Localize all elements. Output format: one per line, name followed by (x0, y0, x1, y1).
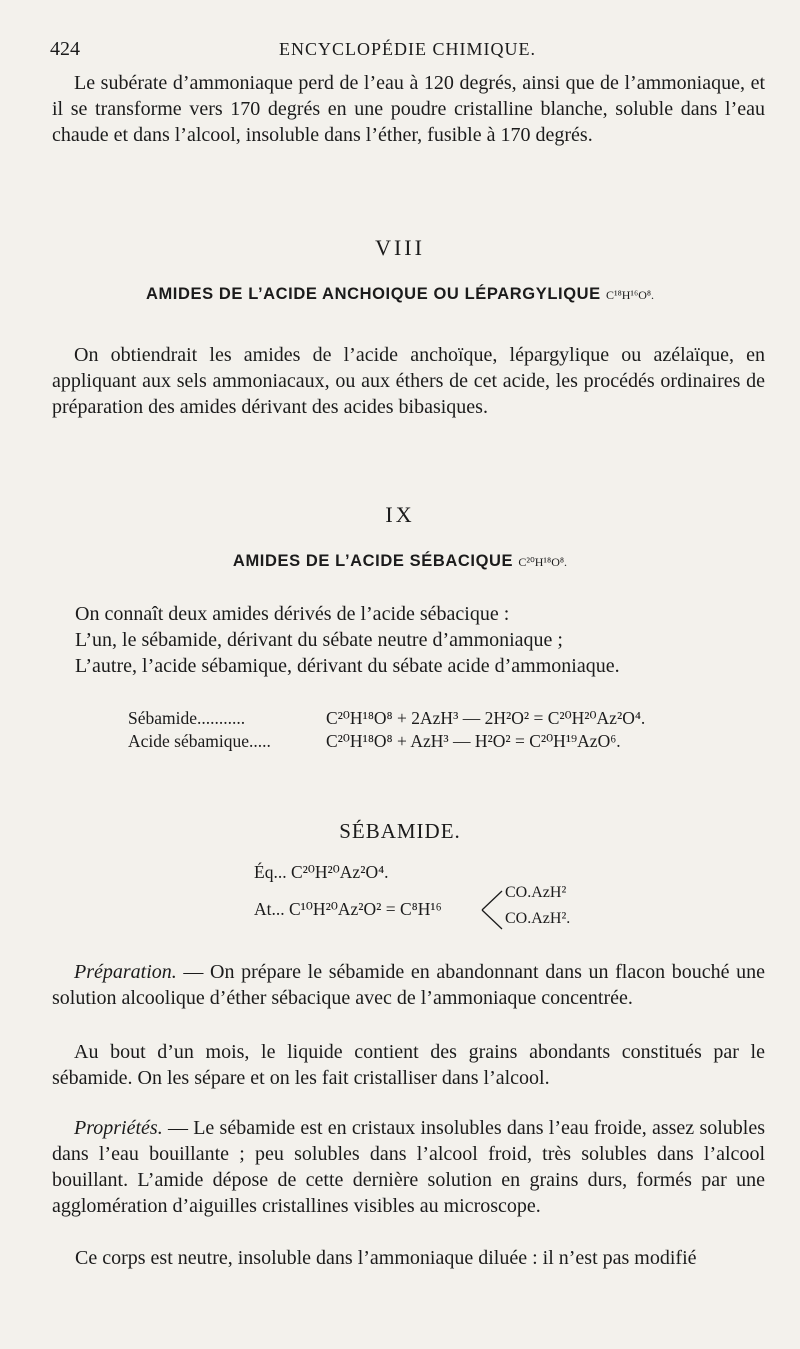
equivalent-formula (254, 862, 389, 883)
eq-label: Éq... (254, 862, 287, 882)
at-label: At... (254, 899, 285, 919)
page-number: 424 (50, 38, 80, 60)
properties-text: — Le sébamide est en cristaux insolubles dans l’eau froide, assez solubles dans l’eau bouillante ; peu solubles dans l’alcool froid, très solubles dans l’alcool bouillant. L’amide dépose de cette dernière solution en grains durs, formés par une agglomération d’aiguilles cristallines visibles au microscope. (52, 1117, 765, 1217)
equation-formula: C²⁰H¹⁸O⁸ + AzH³ — H²O² = C²⁰H¹⁹AzO⁶. (326, 731, 621, 751)
eq-formula: C²⁰H²⁰Az²O⁴. (290, 862, 389, 882)
section-ix-heading (0, 552, 800, 571)
running-title: ENCYCLOPÉDIE CHIMIQUE. (279, 39, 536, 59)
last-line: Ce corps est neutre, insoluble dans l’ammoniaque diluée : il n’est pas modifié (75, 1247, 697, 1269)
section-viii-heading-text: AMIDES DE L’ACIDE ANCHOIQUE OU LÉPARGYLIQUE (145, 285, 601, 303)
intro-paragraph: Le subérate d’ammoniaque perd de l’eau à 120 degrés, ainsi que de l’ammoniaque, et il se transforme vers 170 degrés en une poudre cristalline blanche, soluble dans l’eau chaude et dans l’alcool, insoluble dans l’éther, fusible à 170 degrés. (52, 72, 765, 146)
at-formula: C¹⁰H²⁰Az²O² = C⁸H¹⁶ (289, 899, 442, 919)
section-ix-heading-text: AMIDES DE L’ACIDE SÉBACIQUE (232, 552, 514, 570)
section-viii-numeral: VIII (375, 235, 425, 260)
branch-top: CO.AzH² (505, 884, 567, 901)
preparation-text: — On prépare le sébamide en abandonnant dans un flacon bouché une solution alcoolique d’éther sébacique avec de l’ammoniaque concentrée. (52, 961, 765, 1009)
sebamide-title: SÉBAMIDE. (339, 819, 461, 843)
equation-name: Acide sébamique..... (128, 731, 271, 751)
equation-name: Sébamide........... (128, 708, 246, 728)
preparation-paragraph-2: Au bout d’un mois, le liquide contient des grains abondants constitués par le sébamide. On les sépare et on les fait cristalliser dans l’alcool. (52, 1041, 765, 1089)
preparation-paragraph (52, 959, 765, 1011)
running-header (50, 38, 765, 64)
section-ix-line-2: L’un, le sébamide, dérivant du sébate neutre d’ammoniaque ; (75, 629, 563, 651)
section-ix-line-1: On connaît deux amides dérivés de l’acide sébacique : (75, 603, 510, 625)
branch-bracket (480, 888, 504, 932)
section-viii-heading (0, 285, 800, 304)
atomic-formula (254, 899, 442, 920)
section-viii-paragraph: On obtiendrait les amides de l’acide anchoïque, lépargylique ou azélaïque, en appliquant aux sels ammoniacaux, ou aux éthers de cet acide, les procédés ordinaires de préparation des amides dérivant des acides bibasiques. (52, 344, 765, 418)
properties-label: Propriétés. (74, 1117, 163, 1139)
branch-bottom: CO.AzH². (505, 910, 571, 927)
section-ix-line-3: L’autre, l’acide sébamique, dérivant du sébate acide d’ammoniaque. (75, 655, 620, 677)
equation-row-sebamide (128, 708, 645, 729)
preparation-label: Préparation. (74, 961, 177, 983)
section-ix-numeral: IX (385, 502, 415, 527)
properties-paragraph (52, 1115, 765, 1219)
section-ix-formula: C²⁰H¹⁸O⁸. (518, 555, 568, 569)
equation-formula: C²⁰H¹⁸O⁸ + 2AzH³ — 2H²O² = C²⁰H²⁰Az²O⁴. (326, 708, 646, 728)
section-viii-formula: C¹⁸H¹⁶O⁸. (605, 288, 655, 302)
equation-row-sebamic-acid (128, 731, 621, 752)
